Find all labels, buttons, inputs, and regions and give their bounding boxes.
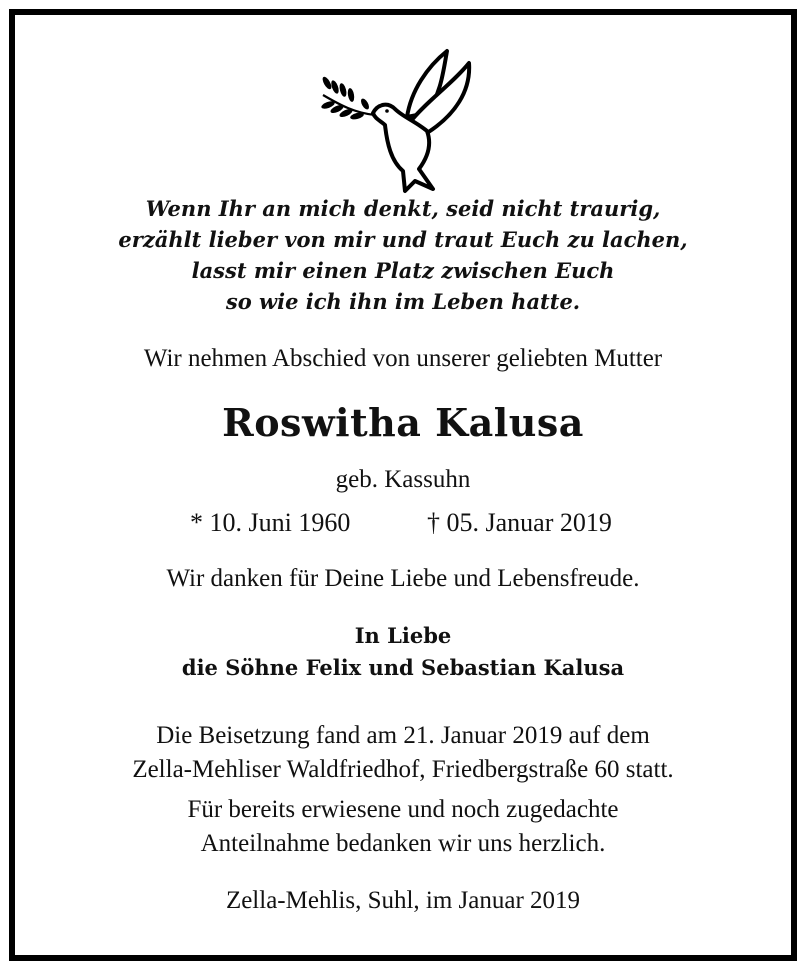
condolence-line-2: Anteilnahme bedanken wir uns herzlich. bbox=[200, 830, 606, 857]
mourners-line-1: In Liebe bbox=[354, 623, 452, 648]
funeral-line-2: Zella-Mehliser Waldfriedhof, Friedbergstraße 60 statt. bbox=[132, 756, 674, 783]
poem-line-4: so wie ich ihn im Leben hatte. bbox=[225, 289, 581, 314]
place-date: Zella-Mehlis, Suhl, im Januar 2019 bbox=[225, 887, 581, 914]
mourners-line-2: die Söhne Felix und Sebastian Kalusa bbox=[181, 655, 625, 680]
intro-text: Wir nehmen Abschied von unserer geliebten Mutter bbox=[143, 345, 663, 372]
funeral-line-1: Die Beisetzung fand am 21. Januar 2019 auf dem bbox=[156, 722, 650, 749]
obituary-content bbox=[15, 15, 791, 955]
deceased-name: Roswitha Kalusa bbox=[222, 400, 584, 445]
poem-line-2: erzählt lieber von mir und traut Euch zu lachen, bbox=[118, 227, 688, 252]
poem-line-3: lasst mir einen Platz zwischen Euch bbox=[191, 258, 615, 283]
birth-date: * 10. Juni 1960 bbox=[190, 508, 351, 537]
maiden-name: geb. Kassuhn bbox=[335, 466, 471, 493]
obituary-frame bbox=[9, 9, 797, 961]
thanks-text: Wir danken für Deine Liebe und Lebensfreude. bbox=[166, 565, 640, 592]
dove-icon bbox=[315, 43, 475, 195]
condolence-line-1: Für bereits erwiesene und noch zugedachte bbox=[187, 796, 619, 823]
poem-line-1: Wenn Ihr an mich denkt, seid nicht traurig, bbox=[145, 196, 661, 221]
death-date: † 05. Januar 2019 bbox=[427, 508, 612, 537]
